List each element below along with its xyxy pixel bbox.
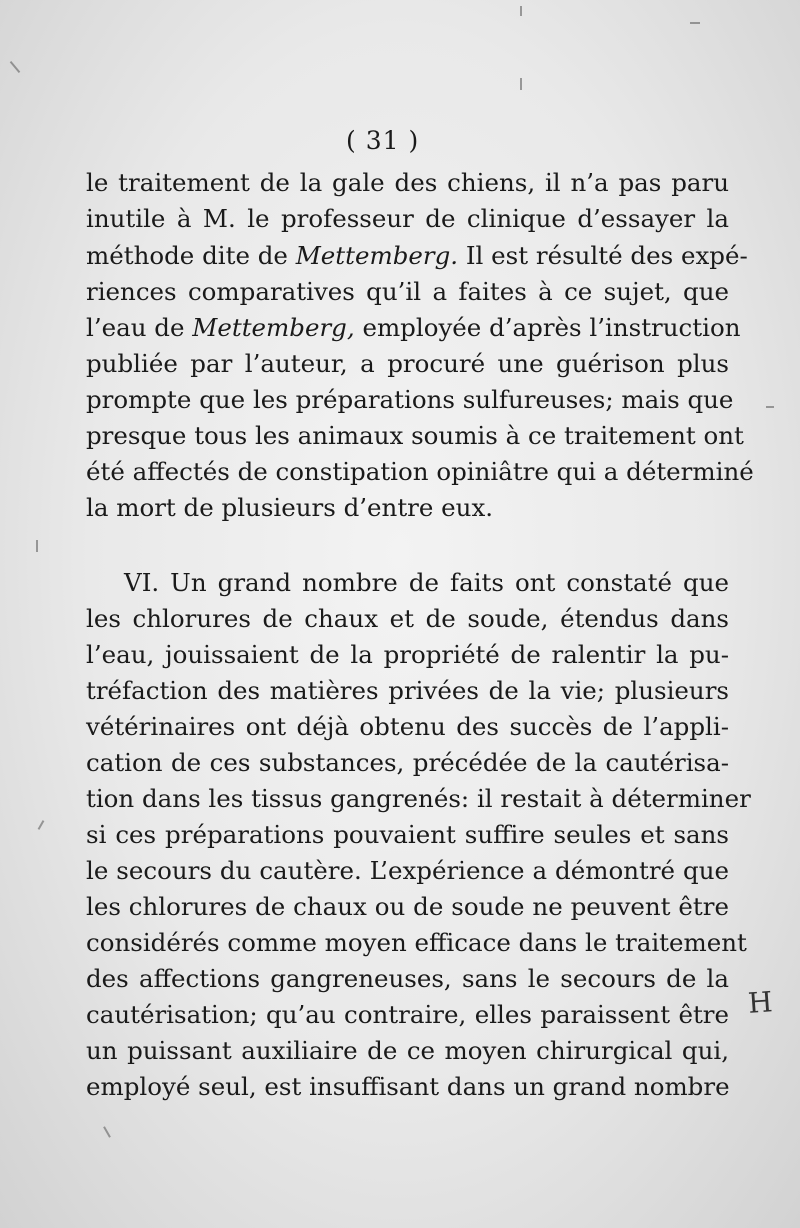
text-line: tréfaction des matières privées de la vie; plusieurs xyxy=(86,676,729,705)
text-line: presque tous les animaux soumis à ce traitement ont xyxy=(86,421,744,450)
text-line: riences comparatives qu’il a faites à ce sujet, que xyxy=(86,277,729,306)
text-run: l’eau de xyxy=(86,313,193,342)
text-line xyxy=(86,239,748,273)
page-number: ( 31 ) xyxy=(346,126,420,155)
paper-speck xyxy=(690,22,700,24)
text-line: l’eau, jouissaient de la propriété de ralentir la pu- xyxy=(86,640,729,669)
text-line: tion dans les tissus gangrenés: il restait à déterminer xyxy=(86,784,751,813)
text-run: Il est résulté des expé- xyxy=(458,241,748,270)
text-line: été affectés de constipation opiniâtre qui a déterminé xyxy=(86,457,754,486)
paper-speck xyxy=(766,406,774,408)
text-line: le secours du cautère. L’expérience a démontré que xyxy=(86,856,729,885)
text-line: VI. Un grand nombre de faits ont constaté que xyxy=(124,568,729,597)
text-line: employé seul, est insuffisant dans un grand nombre xyxy=(86,1072,730,1101)
paper-speck xyxy=(520,6,522,16)
text-line: inutile à M. le professeur de clinique d’essayer la xyxy=(86,204,729,233)
italic-name: Mettemberg. xyxy=(295,241,459,270)
text-line: vétérinaires ont déjà obtenu des succès de l’appli- xyxy=(86,712,729,741)
text-line: un puissant auxiliaire de ce moyen chirurgical qui, xyxy=(86,1036,729,1065)
handwritten-margin-mark: H xyxy=(746,985,774,1020)
text-run: employée d’après l’instruction xyxy=(354,313,741,342)
text-line: la mort de plusieurs d’entre eux. xyxy=(86,493,494,522)
paper-speck xyxy=(38,820,45,830)
text-line: cation de ces substances, précédée de la cautérisa- xyxy=(86,748,729,777)
text-line: considérés comme moyen efficace dans le traitement xyxy=(86,928,747,957)
text-line: cautérisation; qu’au contraire, elles paraissent être xyxy=(86,1000,729,1029)
text-line: les chlorures de chaux ou de soude ne peuvent être xyxy=(86,892,729,921)
text-line: des affections gangreneuses, sans le secours de la xyxy=(86,964,729,993)
text-line: le traitement de la gale des chiens, il n’a pas paru xyxy=(86,168,729,197)
text-line xyxy=(86,311,741,345)
paper-speck xyxy=(10,61,21,73)
text-line: publiée par l’auteur, a procuré une guérison plus xyxy=(86,349,729,378)
text-line: si ces préparations pouvaient suffire seules et sans xyxy=(86,820,729,849)
italic-name: Mettemberg, xyxy=(192,313,355,342)
text-line: les chlorures de chaux et de soude, étendus dans xyxy=(86,604,729,633)
paper-speck xyxy=(520,78,522,90)
text-run: méthode dite de xyxy=(86,241,296,270)
paper-speck xyxy=(36,540,38,552)
text-line: prompte que les préparations sulfureuses; mais que xyxy=(86,385,734,414)
paper-speck xyxy=(103,1126,111,1137)
